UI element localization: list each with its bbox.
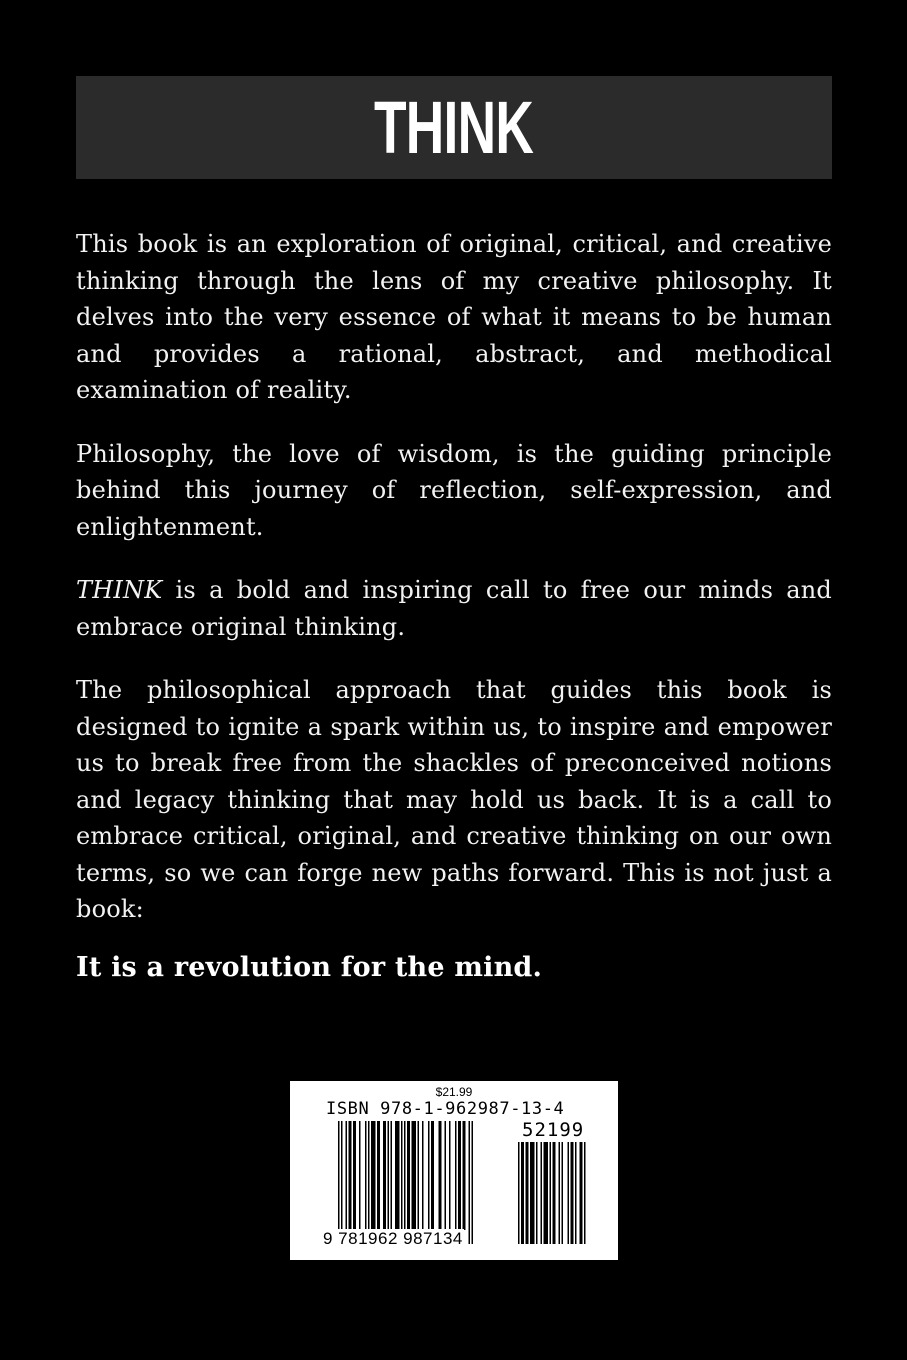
blurb-paragraph-3	[76, 572, 832, 645]
isbn-label: ISBN 978-1-962987-13-4	[326, 1099, 565, 1119]
back-cover-blurb	[76, 226, 832, 955]
blurb-paragraph-1: This book is an exploration of original, critical, and creative thinking through the lens of my creative philosophy. It delves into the very essence of what it means to be human and provides a rational, abstract, and methodical examination of reality.	[76, 230, 832, 404]
title-band	[76, 76, 832, 179]
ean-barcode-bars	[338, 1121, 503, 1244]
addon-barcode-bars	[518, 1142, 598, 1244]
ean-digits: 9 781962 987134	[323, 1229, 463, 1248]
addon-number: 52199	[522, 1119, 585, 1141]
tagline: It is a revolution for the mind.	[76, 952, 543, 983]
book-title: THINK	[374, 85, 534, 169]
blurb-paragraph-3-text: is a bold and inspiring call to free our minds and embrace original thinking.	[76, 576, 832, 641]
barcode-box	[290, 1081, 618, 1260]
price-label: $21.99	[435, 1085, 473, 1099]
blurb-paragraph-4: The philosophical approach that guides this book is designed to ignite a spark within us, to inspire and empower us to break free from the shackles of preconceived notions and legacy thinking that may hold us back. It is a call to embrace critical, original, and creative thinking on our own terms, so we can forge new paths forward. This is not just a book:	[76, 676, 832, 923]
blurb-paragraph-2: Philosophy, the love of wisdom, is the guiding principle behind this journey of reflection, self-expression, and enlightenment.	[76, 439, 832, 541]
think-italic: THINK	[76, 576, 163, 604]
